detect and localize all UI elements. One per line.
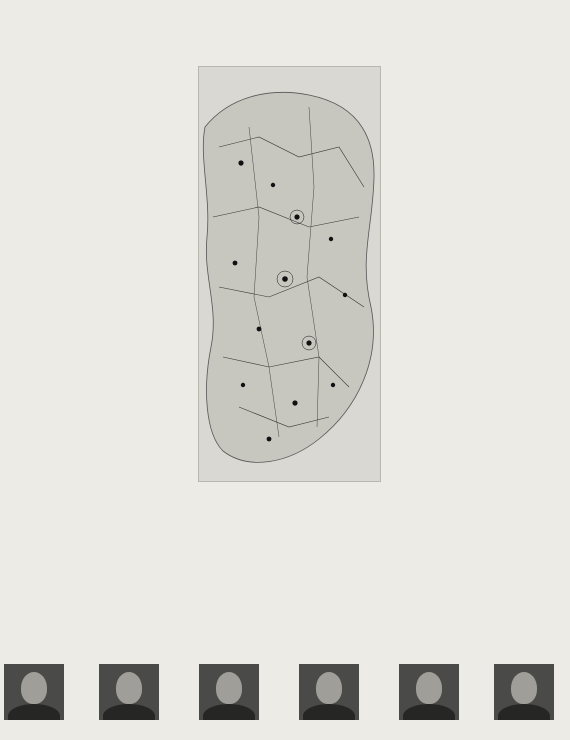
portrait-klasson (99, 664, 159, 720)
portrait-graftio (494, 664, 554, 720)
map-illustration (199, 67, 380, 481)
portrait-vedeneev (299, 664, 359, 720)
portrait-krzhizhanovsky (4, 664, 64, 720)
portrait-aleksandrov (199, 664, 259, 720)
electrification-map (198, 66, 381, 482)
portrait-captions (0, 726, 570, 738)
portrait-vinter (399, 664, 459, 720)
portrait-row (4, 664, 566, 720)
column-2-bottom-text (198, 518, 379, 662)
column-2-top-text (198, 4, 379, 64)
article-column-1 (6, 4, 189, 662)
